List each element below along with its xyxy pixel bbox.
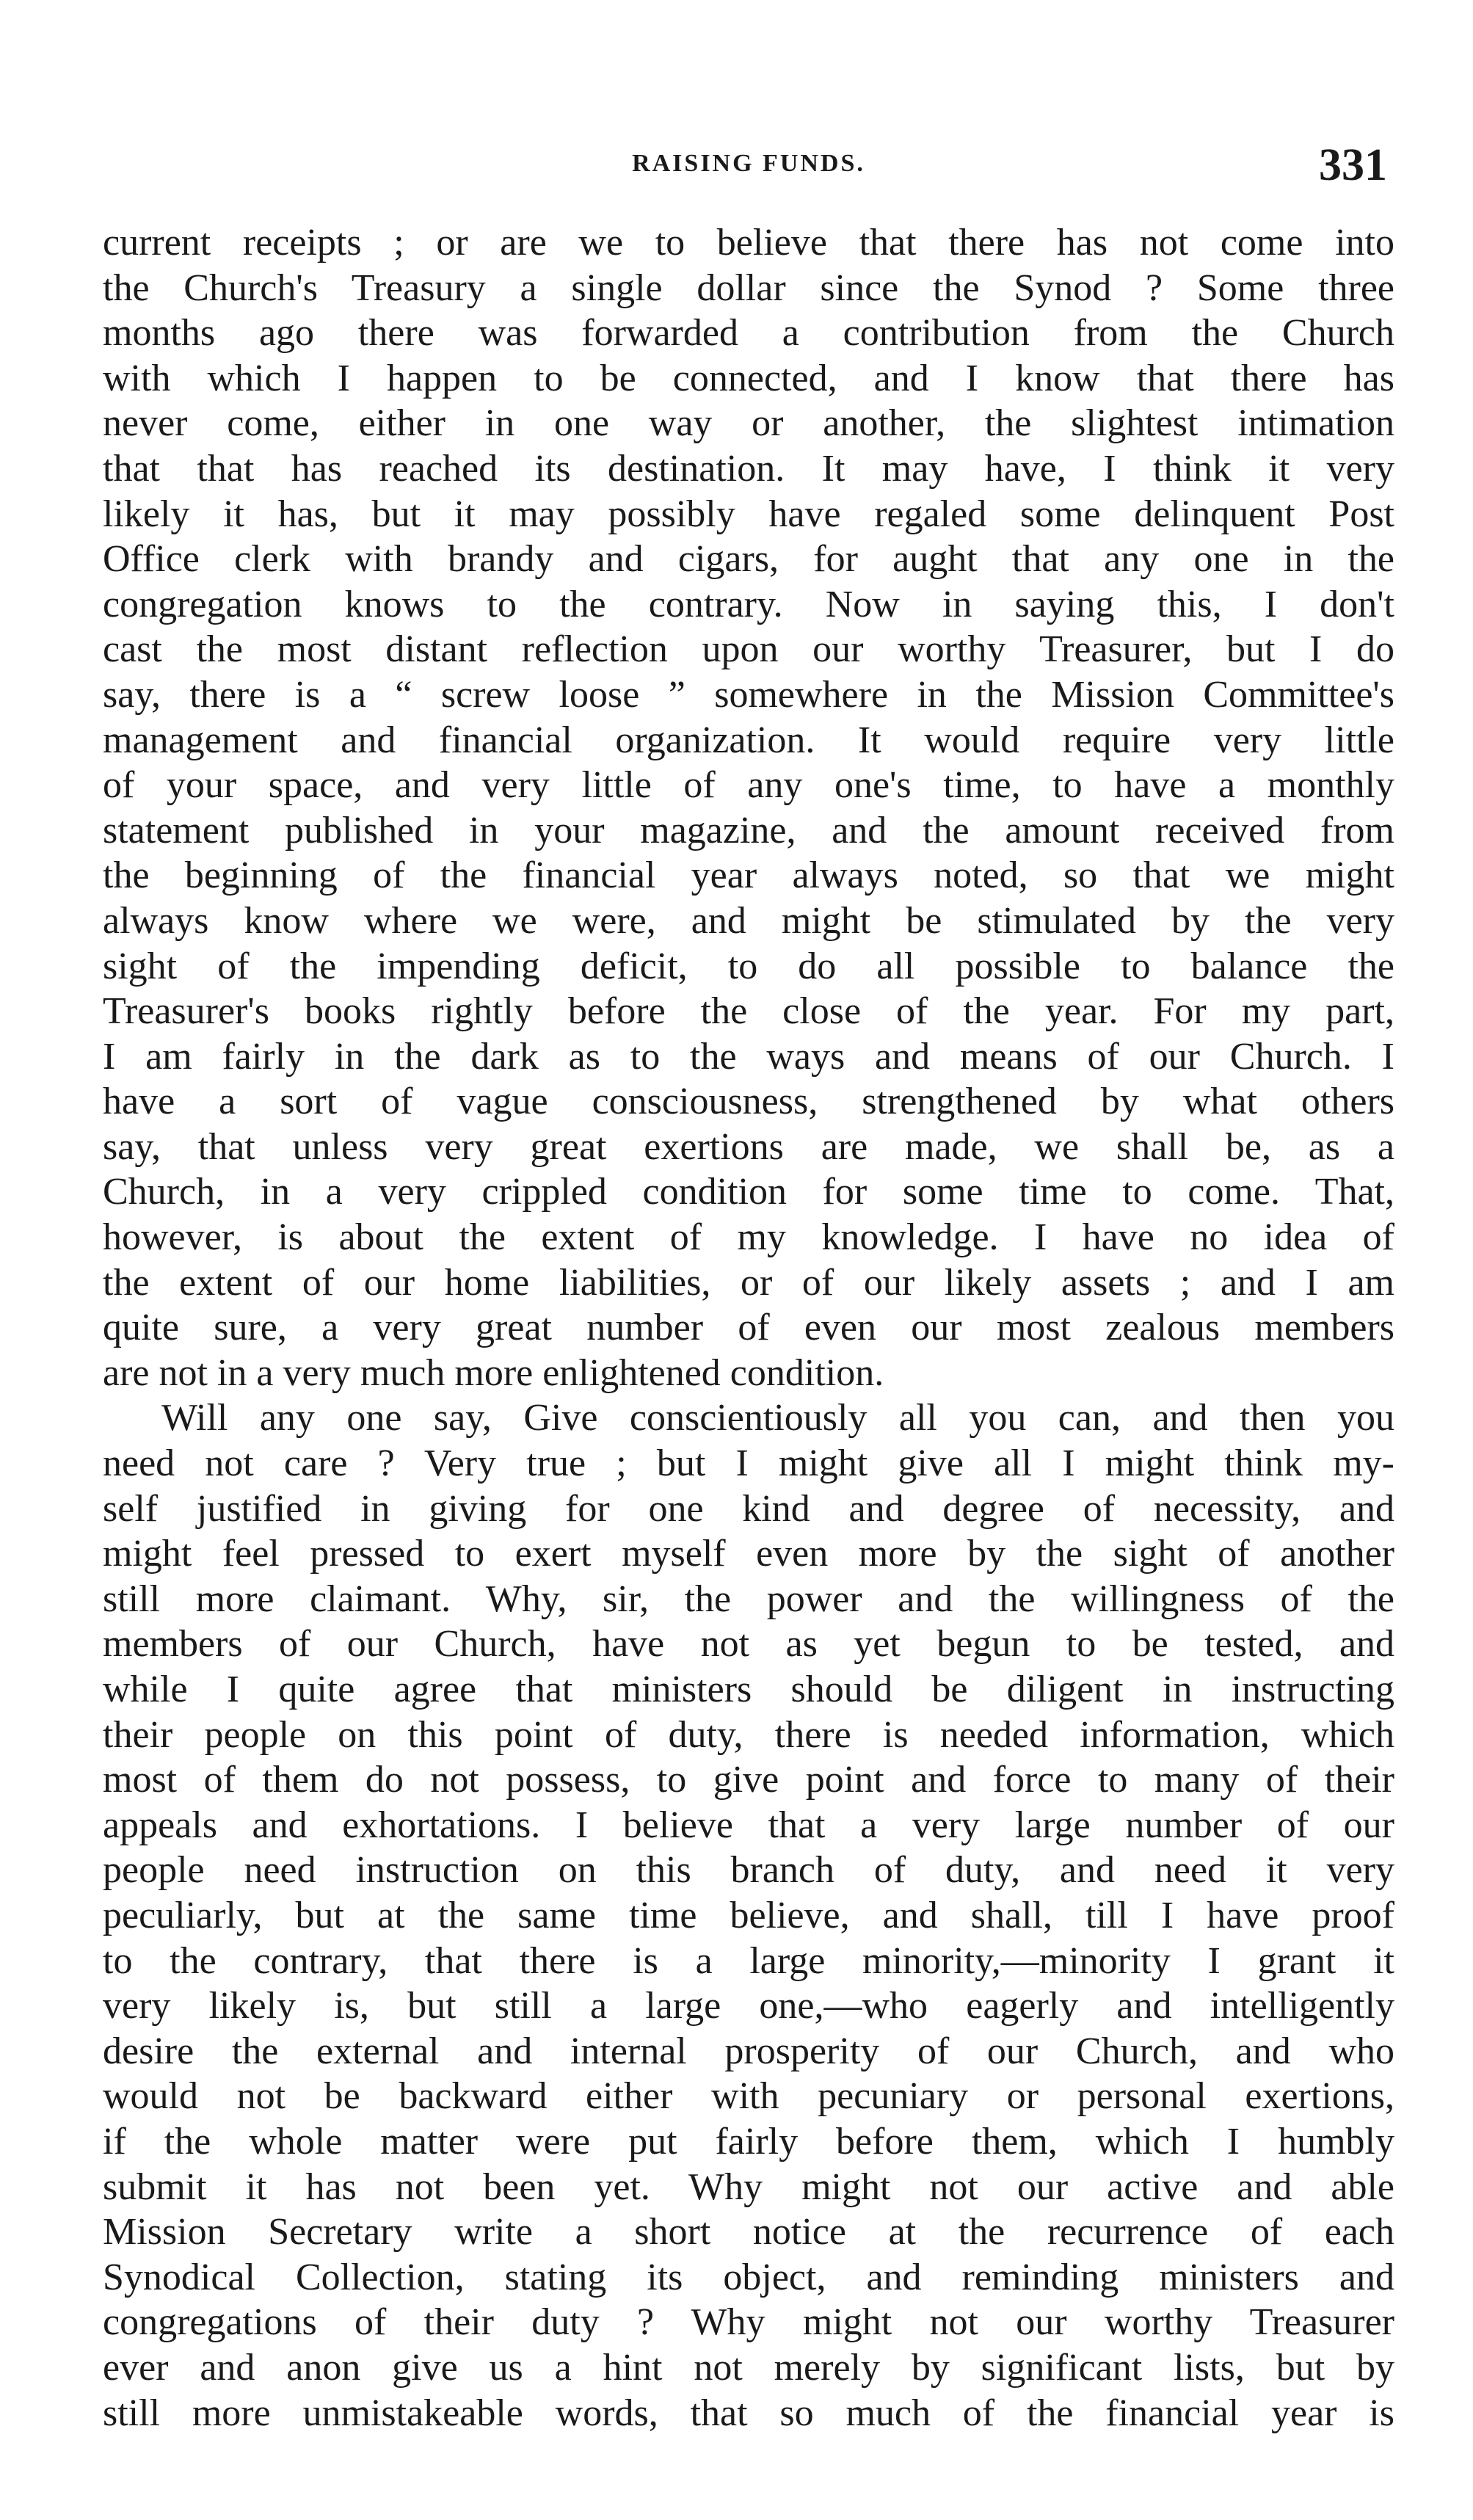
text-line: say, there is a “ screw loose ” somewhere in the Mission Committee's <box>103 673 1394 716</box>
text-line: self justified in giving for one kind and degree of necessity, and <box>103 1487 1394 1530</box>
text-line: cast the most distant reflection upon our worthy Treasurer, but I do <box>103 628 1394 671</box>
text-line: while I quite agree that ministers should be diligent in instructing <box>103 1668 1394 1710</box>
text-line: people need instruction on this branch of duty, and need it very <box>103 1849 1394 1892</box>
text-line: members of our Church, have not as yet begun to be tested, and <box>103 1623 1394 1666</box>
text-line: with which I happen to be connected, and I know that there has <box>103 357 1394 399</box>
text-line: Treasurer's books rightly before the close of the year. For my part, <box>103 990 1394 1033</box>
text-line: Mission Secretary write a short notice at the recurrence of each <box>103 2211 1394 2254</box>
text-line: ever and anon give us a hint not merely by significant lists, but by <box>103 2346 1394 2389</box>
text-line: the beginning of the financial year always noted, so that we might <box>103 854 1394 897</box>
text-line: however, is about the extent of my knowledge. I have no idea of <box>103 1216 1394 1259</box>
text-line: the Church's Treasury a single dollar since the Synod ? Some three <box>103 266 1394 309</box>
text-line: Office clerk with brandy and cigars, for aught that any one in the <box>103 538 1394 581</box>
text-line: are not in a very much more enlightened condition. <box>103 1351 884 1394</box>
text-line: their people on this point of duty, there is needed information, which <box>103 1713 1394 1756</box>
text-line: I am fairly in the dark as to the ways and means of our Church. I <box>103 1035 1394 1078</box>
text-line: would not be backward either with pecuniary or personal exertions, <box>103 2075 1394 2118</box>
running-title: RAISING FUNDS. <box>632 150 865 177</box>
text-line: always know where we were, and might be stimulated by the very <box>103 899 1394 942</box>
text-line: Will any one say, Give conscientiously all you can, and then you <box>161 1397 1394 1439</box>
text-line: very likely is, but still a large one,—who eagerly and intelligently <box>103 1985 1394 2027</box>
text-line: management and financial organization. It would require very little <box>103 719 1394 761</box>
text-line: never come, either in one way or another, the slightest intimation <box>103 402 1394 445</box>
text-line: statement published in your magazine, and the amount received from <box>103 809 1394 852</box>
text-line: current receipts ; or are we to believe that there has not come into <box>103 222 1394 264</box>
text-line: have a sort of vague consciousness, strengthened by what others <box>103 1081 1394 1123</box>
text-line: still more unmistakeable words, that so much of the financial year is <box>103 2392 1394 2434</box>
text-line: need not care ? Very true ; but I might give all I might think my- <box>103 1442 1394 1485</box>
text-line: still more claimant. Why, sir, the power and the willingness of the <box>103 1577 1394 1620</box>
text-line: sight of the impending deficit, to do all possible to balance the <box>103 945 1394 987</box>
running-head <box>110 139 1387 198</box>
text-line: Synodical Collection, stating its object, and reminding ministers and <box>103 2256 1394 2298</box>
text-line: likely it has, but it may possibly have regaled some delinquent Post <box>103 493 1394 535</box>
text-line: congregations of their duty ? Why might not our worthy Treasurer <box>103 2301 1394 2344</box>
text-line: Church, in a very crippled condition for some time to come. That, <box>103 1171 1394 1213</box>
text-line: desire the external and internal prosperity of our Church, and who <box>103 2030 1394 2072</box>
text-line: might feel pressed to exert myself even more by the sight of another <box>103 1533 1394 1575</box>
text-line: most of them do not possess, to give point and force to many of their <box>103 1759 1394 1801</box>
text-line: that that has reached its destination. It may have, I think it very <box>103 447 1394 490</box>
text-line: peculiarly, but at the same time believe, and shall, till I have proof <box>103 1894 1394 1936</box>
text-line: months ago there was forwarded a contribution from the Church <box>103 312 1394 355</box>
body-text <box>103 220 1394 2436</box>
text-line: if the whole matter were put fairly before them, which I humbly <box>103 2120 1394 2163</box>
text-line: of your space, and very little of any one's time, to have a monthly <box>103 764 1394 807</box>
text-line: to the contrary, that there is a large minority,—minority I grant it <box>103 1939 1394 1982</box>
text-line: quite sure, a very great number of even our most zealous members <box>103 1307 1394 1349</box>
text-line: submit it has not been yet. Why might not our active and able <box>103 2165 1394 2208</box>
text-line: the extent of our home liabilities, or of our likely assets ; and I am <box>103 1261 1394 1304</box>
page-number: 331 <box>1319 140 1387 190</box>
text-line: congregation knows to the contrary. Now in saying this, I don't <box>103 583 1394 625</box>
text-line: say, that unless very great exertions are made, we shall be, as a <box>103 1125 1394 1168</box>
text-line: appeals and exhortations. I believe that a very large number of our <box>103 1804 1394 1846</box>
